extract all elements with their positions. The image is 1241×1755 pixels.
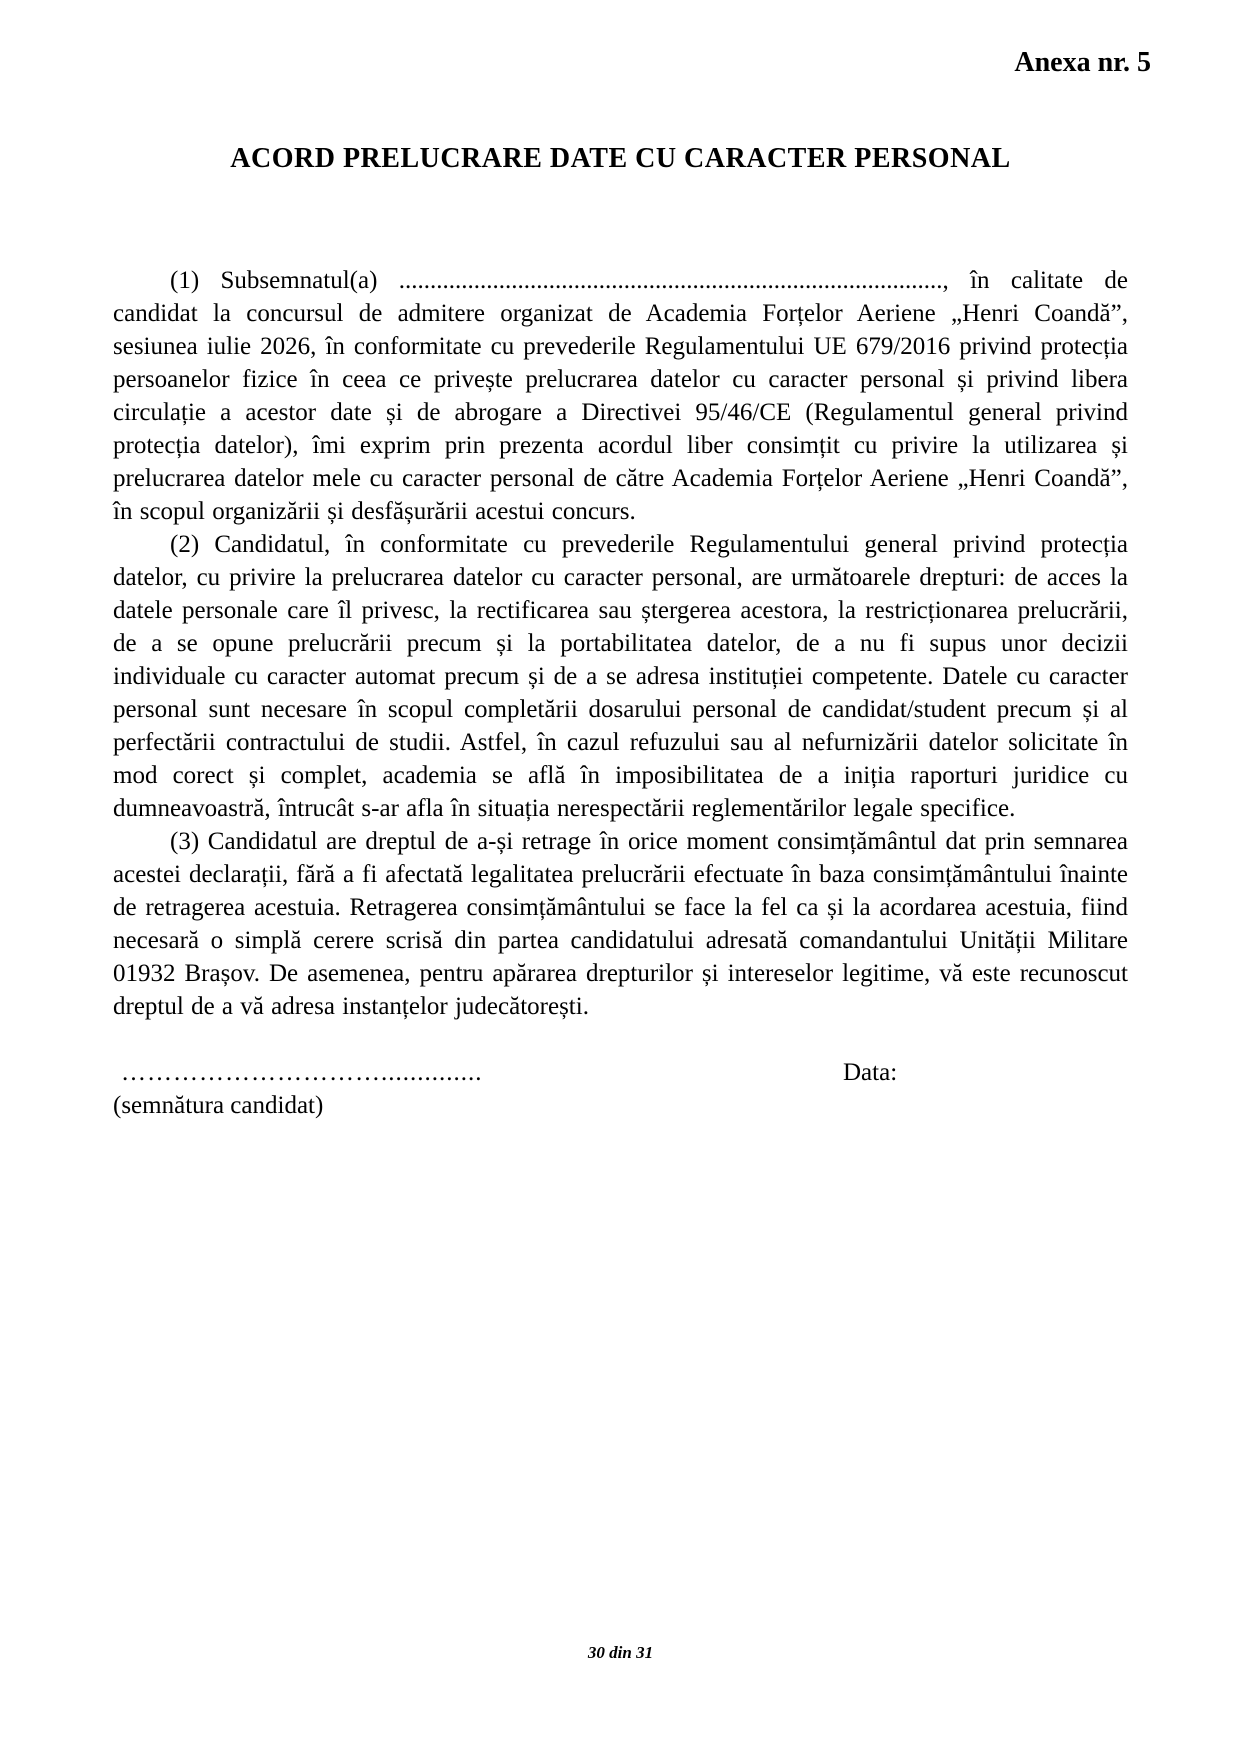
date-label: Data: bbox=[843, 1059, 898, 1086]
annex-label: Anexa nr. 5 bbox=[1014, 47, 1151, 78]
signature-caption: (semnătura candidat) bbox=[113, 1092, 324, 1119]
signature-area bbox=[113, 1056, 533, 1122]
paragraph-1: (1) Subsemnatul(a) ......................................................................................., în calitate de candidat la concursul de admitere organizat de Academia Forțelor Aeriene „Henri Coandă”, sesiunea iulie 2026, în conformitate cu prevederile Regulamentului UE 679/2016 privind protecția persoanelor fizice în ceea ce privește prelucrarea datelor cu caracter personal și privind libera circulație a acestor date și de abrogare a Directivei 95/46/CE (Regulamentul general privind protecția datelor), îmi exprim prin prezenta acordul liber consimțit cu privire la utilizarea și prelucrarea datelor mele cu caracter personal de către Academia Forțelor Aeriene „Henri Coandă”, în scopul organizării și desfășurării acestui concurs. bbox=[113, 267, 1128, 525]
page-number: 30 din 31 bbox=[587, 1643, 654, 1662]
paragraph-2: (2) Candidatul, în conformitate cu prevederile Regulamentului general privind protecția datelor, cu privire la prelucrarea datelor cu caracter personal, are următoarele drepturi: de acces la datele personale care îl privesc, la rectificarea sau ștergerea acestora, la restricționarea prelucrării, de a se opune prelucrării precum și la portabilitatea datelor, de a nu fi supus unor decizii individuale cu caracter automat precum și de a se adresa instituției competente. Datele cu caracter personal sunt necesare în scopul completării dosarului personal de candidat/student precum și al perfectării contractului de studii. Astfel, în cazul refuzului sau al nefurnizării datelor solicitate în mod corect și complet, academia se află în imposibilitatea de a iniția raporturi juridice cu dumneavoastră, întrucât s-ar afla în situația nerespectării reglementărilor legale specifice. bbox=[113, 531, 1128, 822]
signature-block bbox=[113, 1056, 1128, 1122]
document-body bbox=[113, 264, 1128, 1023]
document-title: ACORD PRELUCRARE DATE CU CARACTER PERSONAL bbox=[230, 143, 1011, 174]
paragraph-3: (3) Candidatul are dreptul de a-și retrage în orice moment consimțământul dat prin semnarea acestei declarații, fără a fi afectată legalitatea prelucrării efectuate în baza consimțământului înainte de retragerea acestuia. Retragerea consimțământului se face la fel ca și la acordarea acestuia, fiind necesară o simplă cerere scrisă din partea candidatului adresată comandantului Unității Militare 01932 Brașov. De asemenea, pentru apărarea drepturilor și intereselor legitime, vă este recunoscut dreptul de a vă adresa instanțelor judecătorești. bbox=[113, 828, 1128, 1020]
signature-line: ………………………….............. bbox=[121, 1059, 483, 1086]
